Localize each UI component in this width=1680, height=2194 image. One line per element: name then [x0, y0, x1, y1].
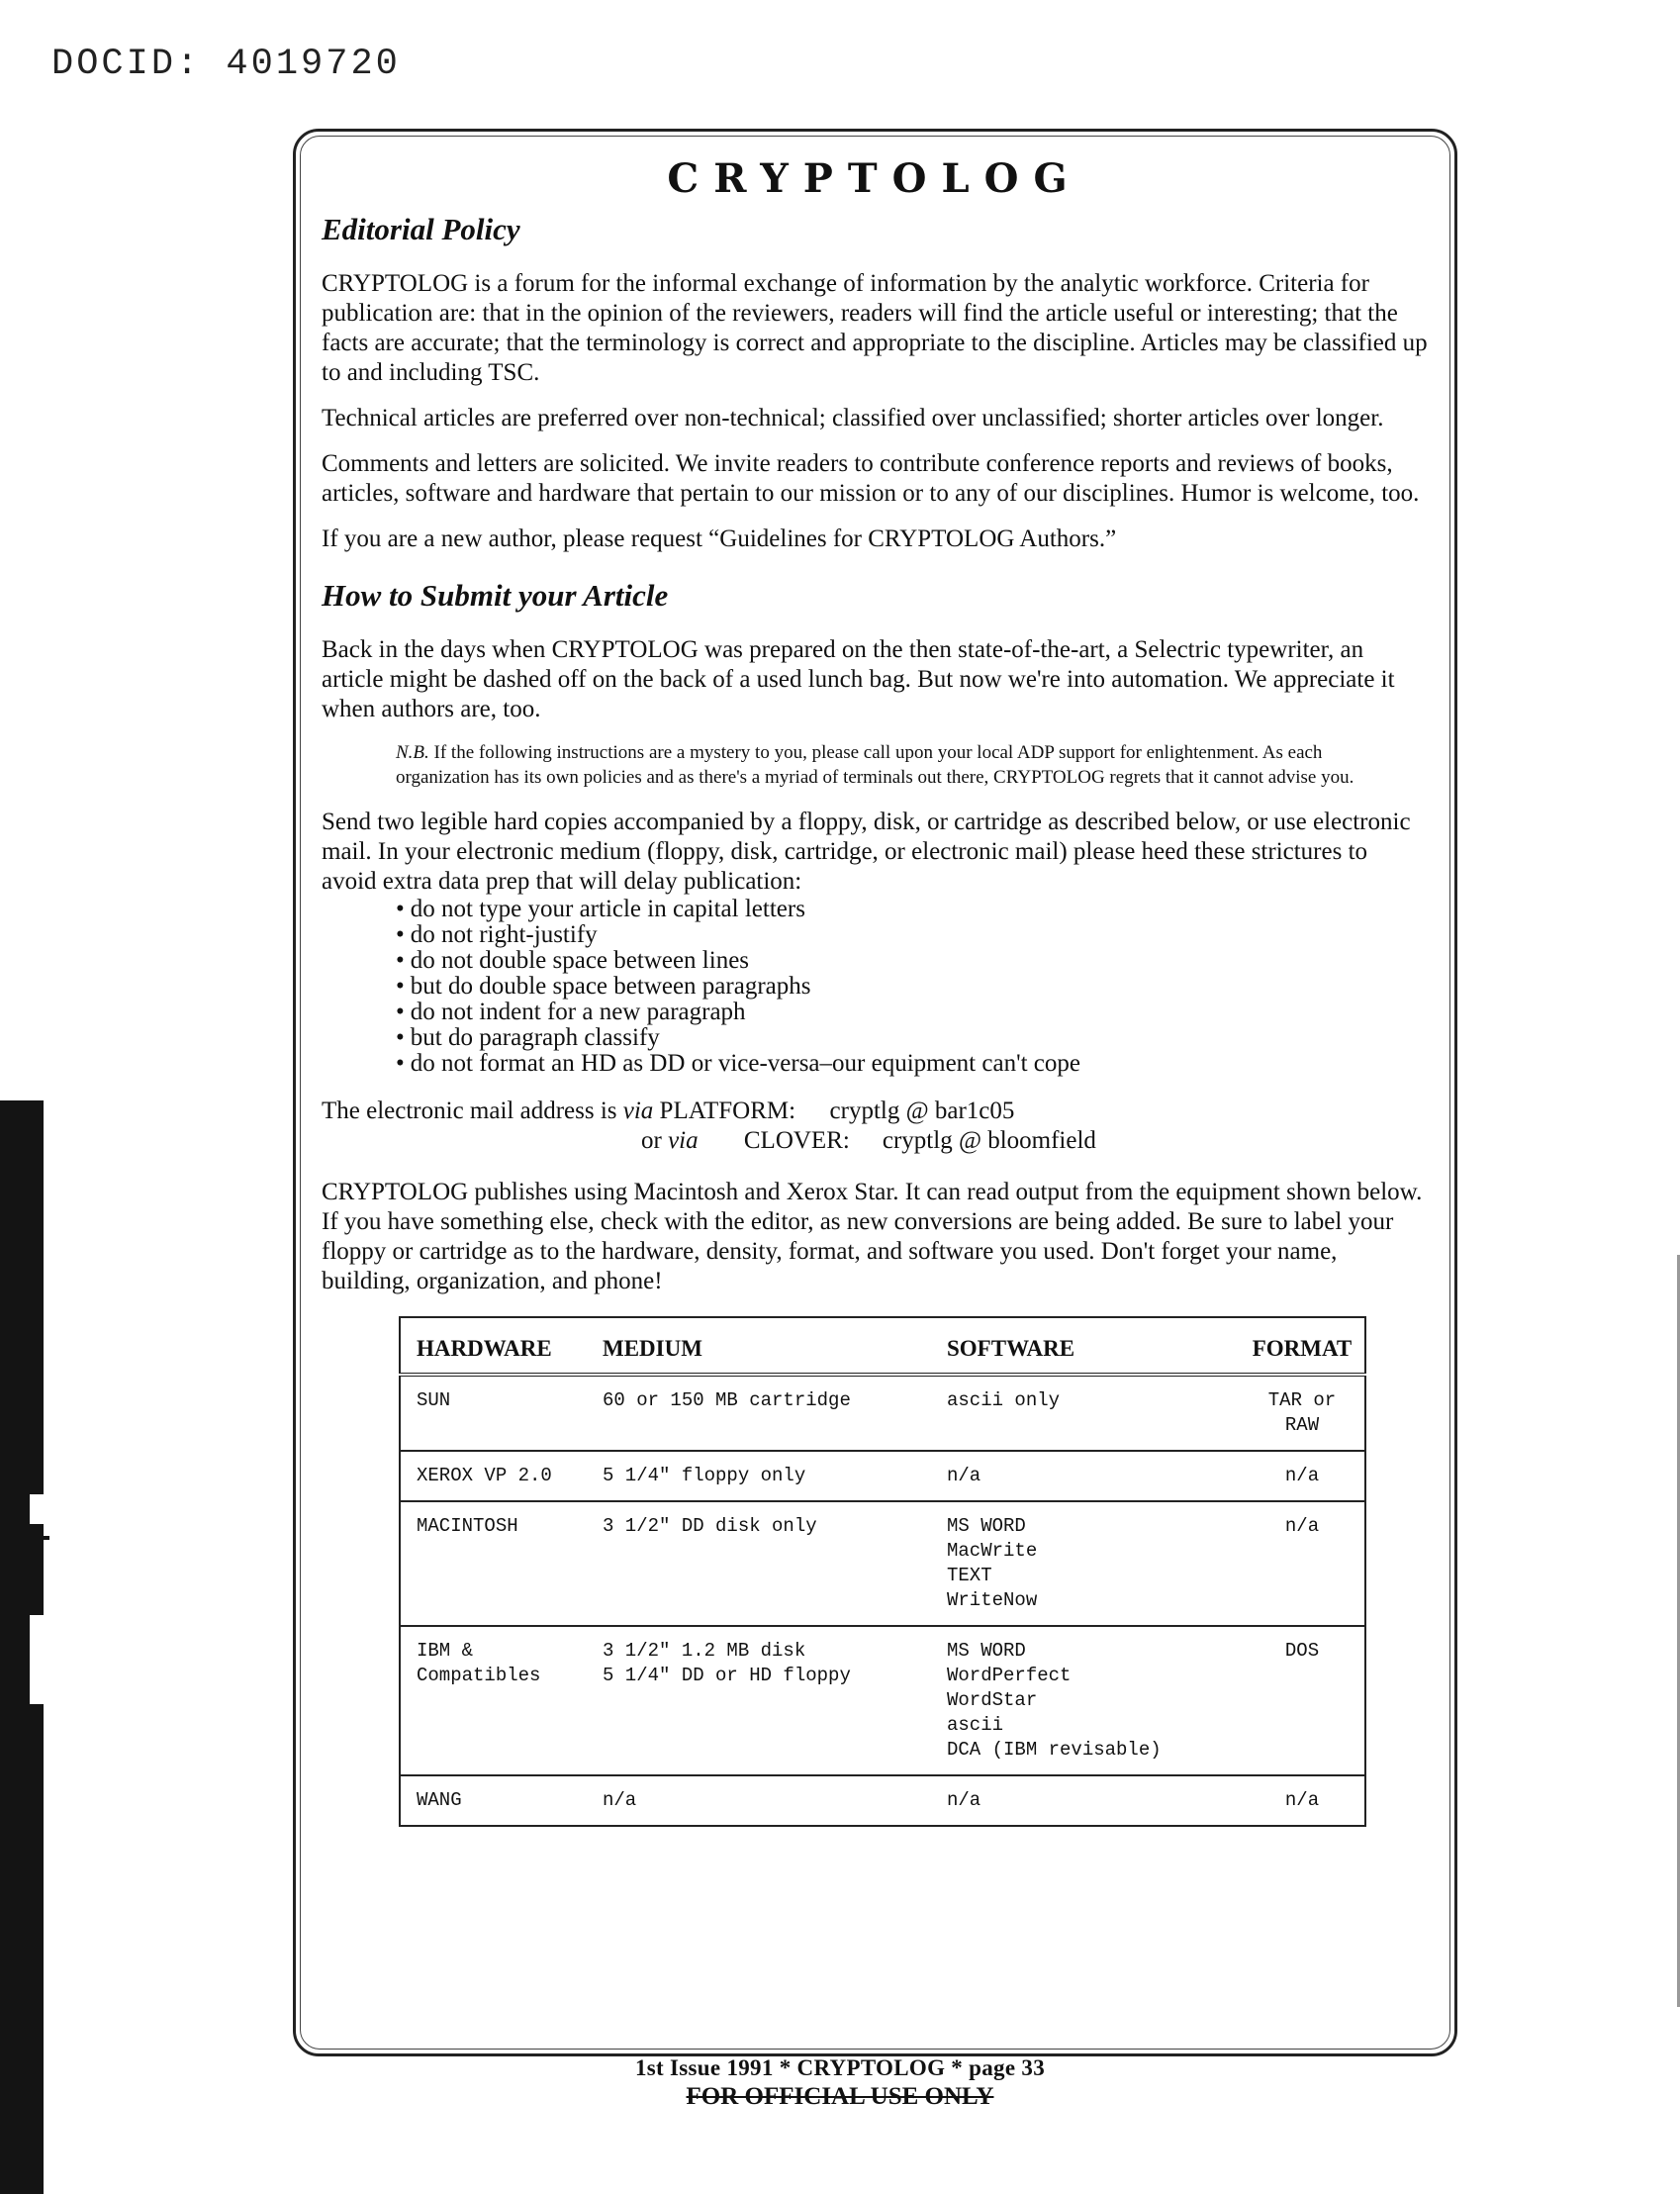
- page-content: [322, 146, 1428, 1827]
- email-addresses: [322, 1097, 1428, 1156]
- list-item: • do not type your article in capital letters: [396, 897, 1428, 922]
- table-header-row: [400, 1317, 1365, 1375]
- list-item: • but do paragraph classify: [396, 1025, 1428, 1051]
- table-cell: TAR or RAW: [1236, 1375, 1365, 1451]
- table-cell: WANG: [417, 1789, 462, 1811]
- email-row: [322, 1126, 1428, 1156]
- table-cell: 3 1/2" DD disk only: [587, 1501, 931, 1626]
- masthead-title: CRYPTOLOG: [667, 155, 1082, 202]
- column-header: HARDWARE: [400, 1317, 587, 1375]
- table-cell: n/a: [1236, 1451, 1365, 1501]
- table-cell: DOS: [1236, 1626, 1365, 1775]
- table-cell: 5 1/4" floppy only: [587, 1451, 931, 1501]
- nb-label: N.B.: [396, 742, 429, 763]
- page-footer: [0, 2055, 1680, 2111]
- editorial-paragraph: If you are a new author, please request “Guidelines for CRYPTOLOG Authors.”: [322, 525, 1117, 552]
- stricture-list: [396, 897, 1428, 1077]
- email-prefix: The electronic mail address is: [322, 1097, 617, 1124]
- table-cell: IBM & Compatibles: [400, 1626, 587, 1775]
- list-item: • but do double space between paragraphs: [396, 974, 1428, 1000]
- list-item: • do not double space between lines: [396, 948, 1428, 974]
- table-cell: 3 1/2" 1.2 MB disk 5 1/4" DD or HD floppy: [587, 1626, 931, 1775]
- send-instructions: Send two legible hard copies accompanied by a floppy, disk, or cartridge as described below, or use electronic mail. In your electronic medium (floppy, disk, cartridge, or electronic mail) please heed these strictures to avoid extra data prep that will delay publication:: [322, 809, 1411, 895]
- table-cell: MACINTOSH: [400, 1501, 587, 1626]
- list-item: • do not format an HD as DD or vice-versa–our equipment can't cope: [396, 1051, 1428, 1077]
- table-row: [400, 1775, 1365, 1826]
- page-number-line: 1st Issue 1991 * CRYPTOLOG * page 33: [634, 2055, 1046, 2080]
- scan-margin-bar: [0, 1100, 44, 2194]
- table-cell: SUN: [400, 1375, 587, 1451]
- table-cell: MS WORD MacWrite TEXT WriteNow: [931, 1501, 1236, 1626]
- email-system: PLATFORM:: [659, 1097, 796, 1124]
- table-cell: n/a: [603, 1789, 637, 1811]
- scan-artifact: [30, 1615, 44, 1704]
- table-cell: n/a: [931, 1451, 1236, 1501]
- via-label: via: [668, 1127, 699, 1154]
- via-label: via: [622, 1097, 654, 1124]
- column-header: SOFTWARE: [931, 1317, 1236, 1375]
- editorial-heading: Editorial Policy: [322, 212, 520, 246]
- table-row: [400, 1451, 1365, 1501]
- submit-heading: How to Submit your Article: [322, 578, 669, 613]
- table-cell: 60 or 150 MB cartridge: [587, 1375, 931, 1451]
- list-item: • do not indent for a new paragraph: [396, 1000, 1428, 1025]
- docid-label: DOCID: 4019720: [51, 44, 401, 85]
- equipment-table: [399, 1316, 1366, 1827]
- classification-marking: FOR OFFICIAL USE ONLY: [686, 2083, 994, 2110]
- scan-artifact: [30, 1536, 49, 1540]
- email-system: CLOVER:: [743, 1127, 850, 1154]
- nb-note: [396, 740, 1408, 790]
- or-label: or: [641, 1127, 662, 1154]
- editorial-paragraph: Comments and letters are solicited. We invite readers to contribute conference reports and reviews of books, articles, software and hardware that pertain to our mission or to any of our disciplines. Humor is welcome, too.: [322, 450, 1420, 507]
- table-row: [400, 1375, 1365, 1451]
- column-header: MEDIUM: [587, 1317, 931, 1375]
- editorial-paragraph: Technical articles are preferred over non-technical; classified over unclassified; shorter articles over longer.: [322, 405, 1384, 431]
- table-cell: n/a: [947, 1789, 981, 1811]
- list-item: • do not right-justify: [396, 922, 1428, 948]
- table-cell: XEROX VP 2.0: [400, 1451, 587, 1501]
- table-cell: MS WORD WordPerfect WordStar ascii DCA (IBM revisable): [931, 1626, 1236, 1775]
- table-row: [400, 1626, 1365, 1775]
- email-address: cryptlg @ bar1c05: [829, 1097, 1015, 1124]
- table-cell: ascii only: [931, 1375, 1236, 1451]
- email-address: cryptlg @ bloomfield: [882, 1127, 1096, 1154]
- column-header: FORMAT: [1236, 1317, 1365, 1375]
- table-row: [400, 1501, 1365, 1626]
- submit-intro: Back in the days when CRYPTOLOG was prepared on the then state-of-the-art, a Selectric typewriter, an article might be dashed off on the back of a used lunch bag. But now we're into automation. We appreciate it when authors are, too.: [322, 636, 1395, 722]
- scan-artifact: [30, 1494, 74, 1524]
- email-row: [322, 1097, 1428, 1126]
- table-cell: n/a: [1236, 1501, 1365, 1626]
- equipment-paragraph: CRYPTOLOG publishes using Macintosh and Xerox Star. It can read output from the equipment shown below. If you have something else, check with the editor, as new conversions are being added. Be sure to label your floppy or cartridge as to the hardware, density, format, and software you used. Don't forget your name, building, organization, and phone!: [322, 1179, 1423, 1294]
- nb-text: If the following instructions are a mystery to you, please call upon your local ADP support for enlightenment. As each organization has its own policies and as there's a myriad of terminals out there, CRYPTOLOG regrets that it cannot advise you.: [396, 742, 1354, 788]
- editorial-paragraph: CRYPTOLOG is a forum for the informal exchange of information by the analytic workforce. Criteria for publication are: that in the opinion of the reviewers, readers will find the article useful or interesting; that the facts are accurate; that the terminology is correct and appropriate to the discipline. Articles may be classified up to and including TSC.: [322, 270, 1428, 386]
- table-cell: n/a: [1284, 1789, 1320, 1811]
